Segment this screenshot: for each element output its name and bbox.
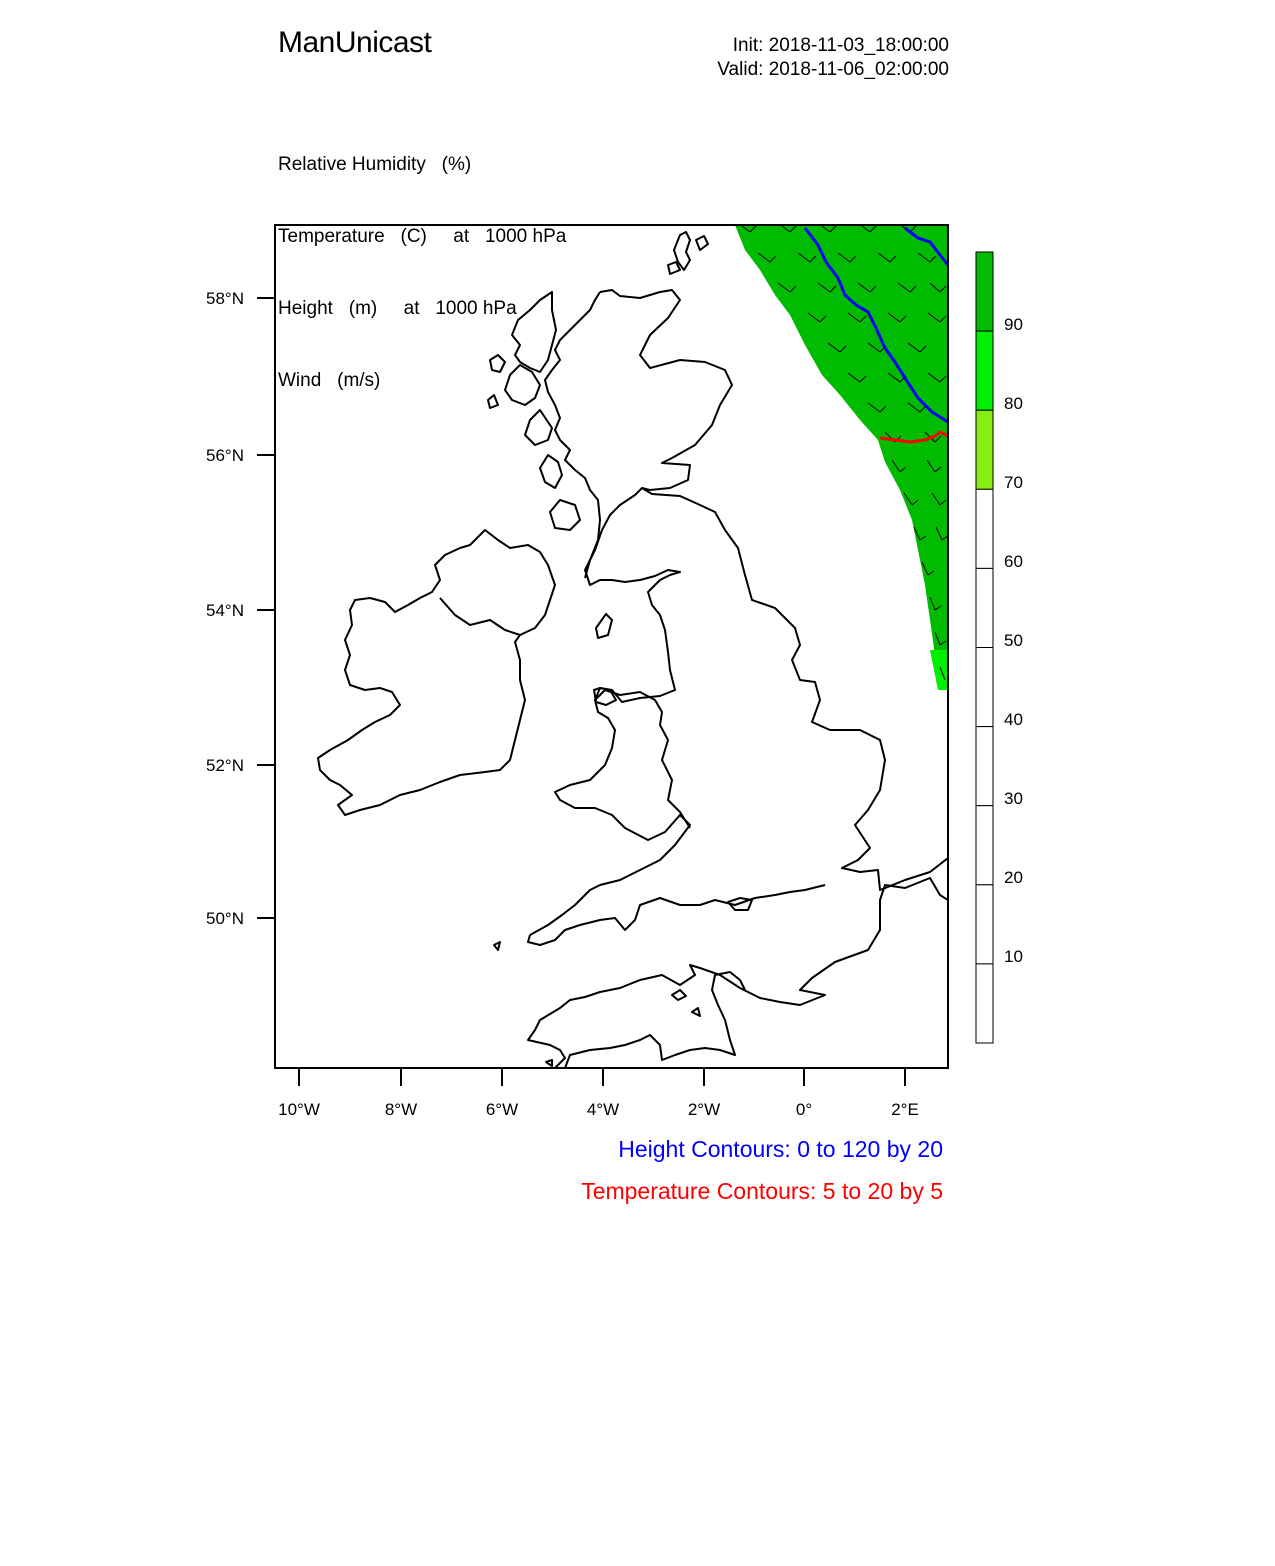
colorbar-box: [976, 252, 993, 331]
coastline-ireland: [318, 530, 555, 815]
colorbar-label-90: 90: [1004, 315, 1023, 334]
lon-ticks: [299, 1068, 905, 1086]
colorbar-box: [976, 410, 993, 489]
colorbar-label-40: 40: [1004, 710, 1023, 729]
temperature-contour-legend: Temperature Contours: 5 to 20 by 5: [581, 1178, 943, 1204]
colorbar-box: [976, 331, 993, 410]
init-time: Init: 2018-11-03_18:00:00: [732, 35, 949, 56]
lat-label-58n: 58°N: [206, 289, 244, 308]
colorbar-box: [976, 648, 993, 727]
colorbar: [976, 252, 993, 1043]
colorbar-label-20: 20: [1004, 868, 1023, 887]
colorbar-box: [976, 489, 993, 568]
lat-label-52n: 52°N: [206, 756, 244, 775]
field-rh: Relative Humidity (%): [278, 154, 472, 175]
lon-label-8w: 8°W: [384, 1100, 418, 1119]
lat-label-56n: 56°N: [206, 446, 244, 465]
rh-shaded-region: [735, 225, 948, 690]
lat-label-50n: 50°N: [206, 909, 244, 928]
lon-label-0: 0°: [795, 1100, 813, 1119]
lon-label-4w: 4°W: [586, 1100, 620, 1119]
model-title: ManUnicast: [278, 26, 432, 59]
colorbar-label-10: 10: [1004, 947, 1023, 966]
colorbar-label-60: 60: [1004, 552, 1023, 571]
lon-label-10w: 10°W: [278, 1100, 320, 1119]
field-wind: Wind (m/s): [278, 370, 381, 391]
colorbar-label-70: 70: [1004, 473, 1023, 492]
colorbar-label-50: 50: [1004, 631, 1023, 650]
field-height: Height (m) at 1000 hPa: [278, 298, 517, 319]
colorbar-label-80: 80: [1004, 394, 1023, 413]
height-contour-legend: Height Contours: 0 to 120 by 20: [618, 1136, 943, 1162]
colorbar-label-30: 30: [1004, 789, 1023, 808]
map-area: [318, 223, 948, 1068]
colorbar-box: [976, 568, 993, 647]
colorbar-box: [976, 727, 993, 806]
field-temperature: Temperature (C) at 1000 hPa: [278, 226, 567, 247]
valid-time: Valid: 2018-11-06_02:00:00: [717, 59, 949, 80]
lon-label-2e: 2°E: [891, 1100, 919, 1119]
lat-label-54n: 54°N: [206, 601, 244, 620]
lat-ticks: [257, 298, 275, 918]
rh-band-80: [930, 650, 948, 690]
colorbar-box: [976, 964, 993, 1043]
lon-label-2w: 2°W: [687, 1100, 721, 1119]
colorbar-box: [976, 885, 993, 964]
lon-label-6w: 6°W: [485, 1100, 519, 1119]
colorbar-box: [976, 806, 993, 885]
